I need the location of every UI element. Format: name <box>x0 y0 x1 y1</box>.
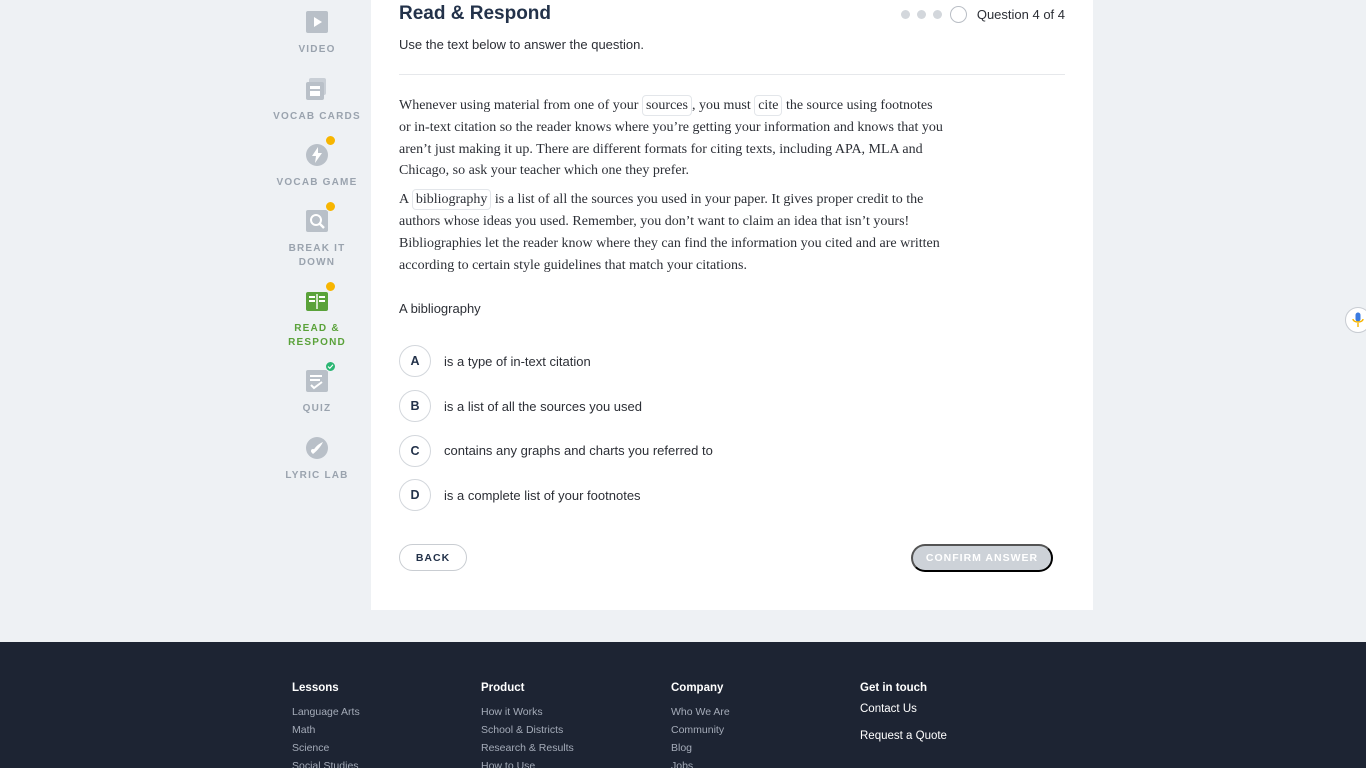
footer-link[interactable]: Language Arts <box>292 706 360 718</box>
contact-us-link[interactable]: Contact Us <box>860 703 917 715</box>
footer-link[interactable]: Blog <box>671 742 693 754</box>
sidebar-item-video[interactable] <box>270 10 364 57</box>
progress-dot <box>933 10 942 19</box>
vocab-term-sources[interactable]: sources <box>642 95 692 116</box>
footer-heading: Lessons <box>292 682 339 694</box>
vocab-term-cite[interactable]: cite <box>754 95 782 116</box>
footer-link[interactable]: Who We Are <box>671 706 730 718</box>
footer-column-company <box>671 682 730 768</box>
quiz-icon <box>305 369 329 393</box>
answer-text: contains any graphs and charts you referred to <box>444 443 713 459</box>
answer-letter: C <box>399 435 431 467</box>
footer-link[interactable]: Community <box>671 724 725 736</box>
answer-text: is a type of in-text citation <box>444 353 591 369</box>
answer-text: is a list of all the sources you used <box>444 398 642 414</box>
lyric-lab-icon <box>305 436 329 460</box>
answer-letter: B <box>399 390 431 422</box>
question-progress <box>901 6 1065 23</box>
footer-link[interactable]: Math <box>292 724 316 736</box>
sidebar-item-read-respond[interactable] <box>270 289 364 350</box>
confirm-answer-button[interactable]: CONFIRM ANSWER <box>911 544 1053 572</box>
vocab-cards-icon <box>305 77 329 101</box>
passage-text: is a list of all the sources you used in your paper. It gives proper credit to the authors whose ideas you used. Remember, you don’t want to claim an idea that isn’t yours! Bibliographies let the reader know where they can find the information you cited and are written according to certain style guidelines that match your citations. <box>399 192 940 273</box>
footer-column-lessons <box>292 682 360 768</box>
sidebar-item-label: QUIZ <box>302 403 332 414</box>
footer-heading: Product <box>481 682 525 694</box>
answer-option-d[interactable] <box>399 473 959 518</box>
magnifier-icon <box>305 209 329 233</box>
vocab-term-bibliography[interactable]: bibliography <box>412 189 492 210</box>
footer-link[interactable]: Jobs <box>671 760 694 768</box>
footer-link[interactable]: How it Works <box>481 706 543 718</box>
request-quote-link[interactable]: Request a Quote <box>860 730 947 742</box>
footer-heading: Company <box>671 682 724 694</box>
sidebar-item-vocab-cards[interactable] <box>270 77 364 124</box>
sidebar-item-label: LYRIC LAB <box>285 470 349 481</box>
lightning-icon <box>305 143 329 167</box>
footer-column-contact <box>860 682 947 757</box>
notification-dot <box>325 135 336 146</box>
passage-text: Whenever using material from one of your <box>399 98 642 113</box>
video-icon <box>305 10 329 34</box>
site-footer <box>0 642 1366 768</box>
divider <box>399 74 1065 75</box>
notification-dot <box>325 201 336 212</box>
sidebar-item-label: VIDEO <box>298 44 336 55</box>
passage-text: A <box>399 192 412 208</box>
progress-dot <box>917 10 926 19</box>
footer-link[interactable]: School & Districts <box>481 724 564 736</box>
passage-paragraph <box>399 95 947 182</box>
answer-option-b[interactable] <box>399 384 959 429</box>
passage-text: the source using footnotes or in-text citation so the reader knows where you’re getting your information and knows that you aren’t just making it up. There are different formats for citing texts, including APA, MLA and Chicago, so ask your teacher which one they prefer. <box>399 98 943 179</box>
voice-input-button[interactable] <box>1345 307 1366 333</box>
passage-text: , you must <box>691 98 755 113</box>
answer-option-a[interactable] <box>399 339 959 384</box>
footer-column-product <box>481 682 574 768</box>
passage-paragraph <box>399 189 947 276</box>
footer-heading: Get in touch <box>860 682 928 694</box>
page-title: Read & Respond <box>399 3 552 24</box>
question-prompt: A bibliography <box>399 301 481 316</box>
answer-text: is a complete list of your footnotes <box>444 487 641 503</box>
sidebar-item-label: BREAK IT DOWN <box>288 243 346 268</box>
notification-dot <box>325 281 336 292</box>
sidebar-item-label: VOCAB GAME <box>276 177 358 188</box>
answer-option-c[interactable] <box>399 428 959 473</box>
answer-letter: D <box>399 479 431 511</box>
footer-link[interactable]: Science <box>292 742 330 754</box>
open-book-icon <box>305 289 329 313</box>
progress-dot <box>901 10 910 19</box>
sidebar-item-label: VOCAB CARDS <box>273 111 361 122</box>
sidebar-item-vocab-game[interactable] <box>270 143 364 190</box>
footer-link[interactable]: Social Studies <box>292 760 359 768</box>
sidebar-item-lyric-lab[interactable] <box>270 436 364 483</box>
footer-link[interactable]: How to Use <box>481 760 536 768</box>
progress-label: Question 4 of 4 <box>976 7 1065 22</box>
answer-options <box>399 339 959 518</box>
sidebar-item-label: READ & RESPOND <box>288 323 346 348</box>
sidebar-item-break-it-down[interactable] <box>270 209 364 270</box>
microphone-icon <box>1351 312 1365 328</box>
instructions: Use the text below to answer the question. <box>399 37 644 52</box>
completed-check-icon <box>325 361 336 372</box>
read-respond-card <box>371 0 1093 610</box>
reading-passage <box>399 95 947 283</box>
answer-letter: A <box>399 345 431 377</box>
progress-dot-current <box>950 6 967 23</box>
sidebar-item-quiz[interactable] <box>270 369 364 416</box>
back-button[interactable]: BACK <box>399 544 467 571</box>
footer-link[interactable]: Research & Results <box>481 742 574 754</box>
